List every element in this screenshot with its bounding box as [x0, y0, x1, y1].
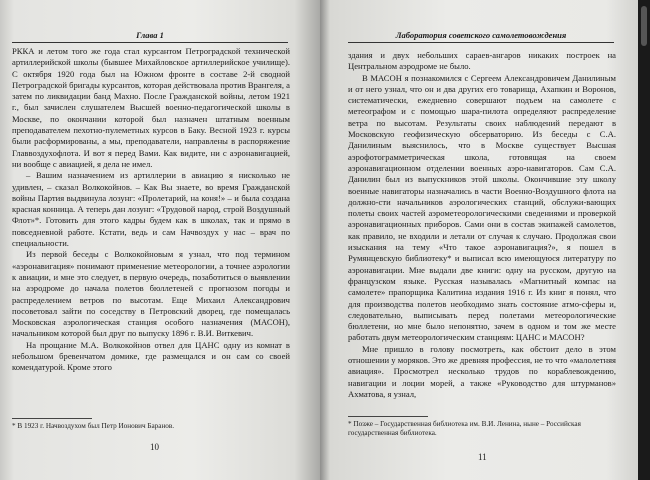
left-page-body: [12, 46, 290, 374]
left-paragraph: Из первой беседы с Волкокойновым я узнал, что под термином «аэронавигация» понимают применение метеорологии, а точнее аэрологии к авиации, и мне это следует, в первую очередь, позаботиться о выявлении на аэродроме до начала полетов бюллетеней с прогнозом погоды и распределением ветров по высотам. Еще Михаил Александрович посоветовал зайти по соседству в Петровский дворец, где помещалась Московская аэрологическая станция особого назначения (МАСОН), начальником которой был друг по выпуску 1896 г. В.И. Виткевич.: [12, 249, 290, 339]
footnote-right: * Позже – Государственная библиотека им. В.И. Ленина, ныне – Российская государственная библиотека.: [348, 420, 581, 437]
left-paragraph: РККА и летом того же года стал курсантом Петроградской технической артиллерийской школы (бывшее Михайловское артиллерийское училище). С октября 1920 года был на Южном фронте в составе 2-й сводной Петроградской бригады курсантов, которая действовала против Врангеля, а затем по ликвидации банд Махно. После Гражданской войны, летом 1921 г., был зачислен слушателем Высшей военно-педагогической школы в Москве, по окончании которой был назначен штатным военным преподавателем пехотно-пулеметных курсов в Баку. Весной 1923 г. курсы были расформированы, а мы, преподаватели, направлены в распоряжение Главвоздухофлота. И вот я перед Вами. Как видите, ни с аэронавигацией, ни вообще с авиацией, я дела не имел.: [12, 46, 290, 169]
left-paragraph: – Вашим назначением из артиллерии в авиацию я нисколько не удивлен, – сказал Волкокойнов. – Как Вы знаете, во время Гражданской войны Партия выдвинула лозунг: «Пролетарий, на коня!» – и была создана красная конница. А теперь дан лозунг: «Трудовой народ, строй Воздушный Флот»*. Готовить для этого кадры будем как в школах, так и прямо в повседневной работе. Кстати, ведь и сам Начвоздух у нас – врач по специальности.: [12, 170, 290, 249]
right-paragraph: Мне пришло в голову посмотреть, как обстоит дело в этом отношении у моряков. Это же древняя профессия, не то что «малолетняя авиация». Просмотрел несколько трудов по кораблевождению, навигации и лоции морей, а также «Руководство для штурманов» Ахматова, я узнал,: [348, 343, 616, 399]
left-page: [0, 0, 320, 480]
footnote-divider: [348, 416, 428, 417]
right-page-body: [348, 50, 616, 400]
page-number-left: 10: [150, 442, 159, 452]
right-paragraph: В МАСОН я познакомился с Сергеем Александровичем Данилиным и от него узнал, что он и два других его товарища, Ахапкин и Воронов, систематически, ежедневно совершают подъем на самолете с метеографом и с помощью шара-пилота определяют распределение ветра по высотам. Результаты своих наблюдений передают в Московскую геофизическую обсерваторию. Из беседы с С.А. Данилиным выяснилось, что в Москве существует Высшая аэрофотограмметрическая школа, готовящая на своем аэронавигационном отделении военных аэро-навигаторов. Сам С.А. Данилин был из выпускников этой школы. Окончившие эту школу военные навигаторы назначались в части Военно-Воздушного флота на должно-сти начальников аэрологических станций, обслужи-вающих полеты своих частей аэрометеорологическими сведениями и проверкой аэронавигационных приборов. Сами они в состав экипажей самолетов, как правило, не входили и летали от случая к случаю. Продолжая свои изыскания на тему «Что такое аэронавигация?», я пошел в Румянцевскую библиотеку* и выписал всю имеющуюся литературу по аэронавигации. Мне выдали две книги: одну на русском, другую на французском языке. Русская называлась «Магнитный компас на самолете» прапорщика Калитина издания 1916 г. Из книг я понял, что для производства полетов необходимо знать состояние атмо-сферы и, следовательно, выписывать перед полетами метеорологические бюллетени, но мне было непонятно, зачем в одном и том же месте работать двум метеорологическим станциям: ЦАНС и МАСОН?: [348, 72, 616, 343]
running-head-right: Лаборатория советского самолетовождения: [348, 30, 614, 43]
running-head-left: Глава 1: [12, 30, 288, 43]
page-number-right: 11: [478, 452, 487, 462]
right-page: [320, 0, 638, 480]
right-paragraph: здания и двух небольших сараев-ангаров никаких построек на Центральном аэродроме не было.: [348, 50, 616, 72]
vertical-scrollbar[interactable]: [638, 0, 650, 480]
left-paragraph: На прощание М.А. Волкокойнов отвел для ЦАНС одну из комнат в небольшом бревенчатом домике, где размещался и он сам со своей комендатурой. Кроме этого: [12, 339, 290, 373]
scrollbar-thumb[interactable]: [641, 6, 647, 46]
footnote-left: * В 1923 г. Начвоздухом был Петр Ионович Баранов.: [12, 422, 175, 430]
footnote-divider: [12, 418, 92, 419]
